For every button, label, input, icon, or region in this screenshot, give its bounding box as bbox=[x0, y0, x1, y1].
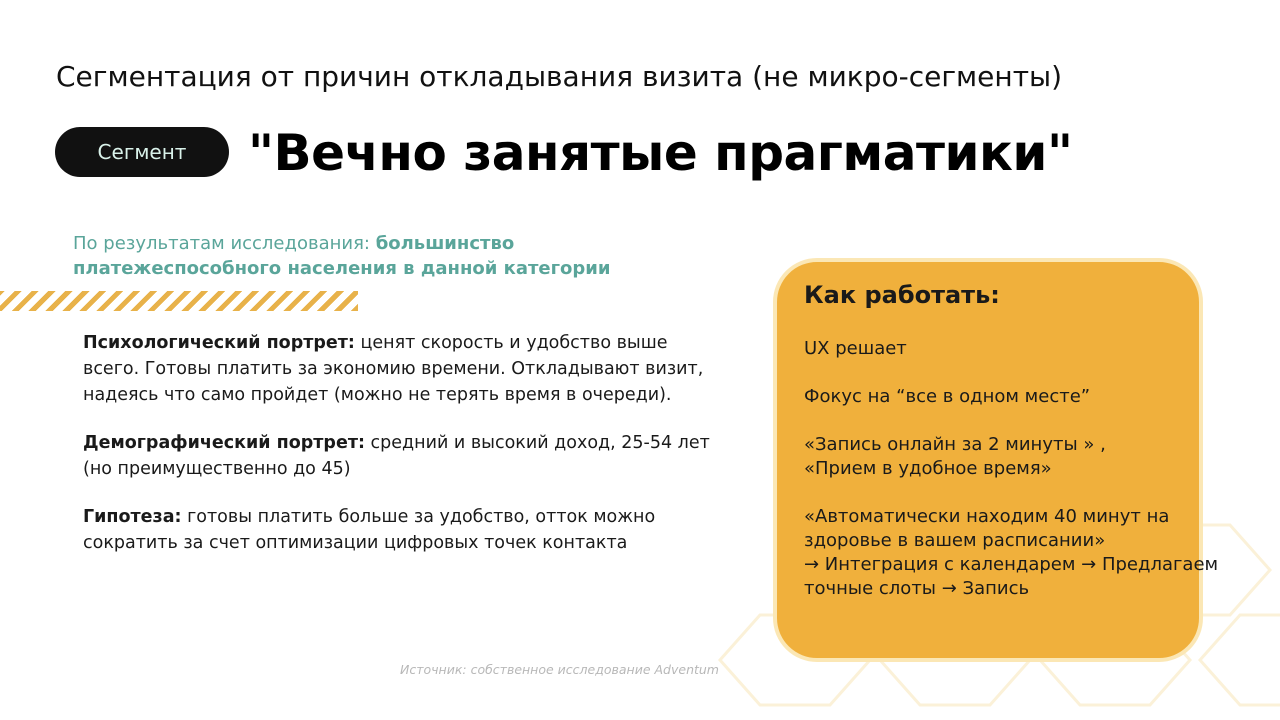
source-note: Источник: собственное исследование Adventum bbox=[400, 662, 719, 677]
how-item-ux: UX решает bbox=[804, 338, 907, 359]
how-item-booking bbox=[804, 433, 1224, 481]
how-to-work-list bbox=[804, 337, 1224, 625]
hypothesis-label: Гипотеза: bbox=[83, 507, 182, 527]
how-item-calendar-line2: → Интеграция с календарем → Предлагаем точные слоты → Запись bbox=[804, 554, 1219, 599]
segment-badge-label: Сегмент bbox=[97, 140, 187, 164]
demographic-portrait bbox=[83, 430, 723, 482]
psychological-portrait bbox=[83, 330, 723, 408]
decorative-stripes bbox=[0, 291, 358, 311]
demo-text: средний и высокий доход, 25-54 лет (но преимущественно до 45) bbox=[83, 433, 710, 479]
how-item-focus: Фокус на “все в одном месте” bbox=[804, 386, 1091, 407]
how-to-work-title: Как работать: bbox=[804, 281, 1000, 309]
how-item-calendar bbox=[804, 505, 1224, 601]
research-highlight: большинство платежеспособного населения в данной категории bbox=[73, 233, 611, 279]
hypothesis bbox=[83, 504, 723, 556]
psych-label: Психологический портрет: bbox=[83, 333, 355, 353]
segment-description bbox=[83, 330, 723, 578]
research-note bbox=[73, 231, 673, 281]
demo-label: Демографический портрет: bbox=[83, 433, 365, 453]
how-item-calendar-line1: «Автоматически находим 40 минут на здоровье в вашем расписании» bbox=[804, 506, 1170, 551]
how-item-booking-line2: «Прием в удобное время» bbox=[804, 458, 1052, 479]
hypothesis-text: готовы платить больше за удобство, отток можно сократить за счет оптимизации цифровых точек контакта bbox=[83, 507, 656, 553]
segment-badge bbox=[55, 127, 229, 177]
research-prefix: По результатам исследования: bbox=[73, 233, 376, 254]
page-title: Сегментация от причин откладывания визита (не микро-сегменты) bbox=[56, 60, 1063, 93]
how-item-booking-line1: «Запись онлайн за 2 минуты » , bbox=[804, 434, 1106, 455]
psych-text: ценят скорость и удобство выше всего. Готовы платить за экономию времени. Откладывают визит, надеясь что само пройдет (можно не терять время в очереди). bbox=[83, 333, 704, 405]
segment-name-heading: "Вечно занятые прагматики" bbox=[248, 124, 1073, 182]
